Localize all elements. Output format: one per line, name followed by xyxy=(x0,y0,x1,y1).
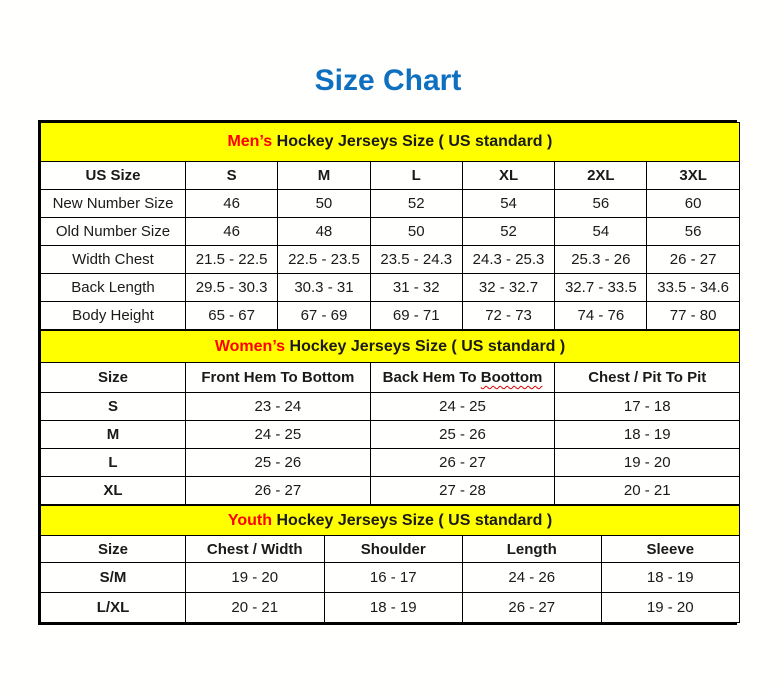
column-header-cell: US Size xyxy=(41,162,186,190)
youth-column-header-row xyxy=(41,536,740,563)
data-cell: 25 - 26 xyxy=(370,421,555,449)
mens-section-header xyxy=(41,123,740,162)
data-cell: 52 xyxy=(370,190,462,218)
data-cell: 20 - 21 xyxy=(186,593,325,623)
womens-size-table xyxy=(40,330,740,505)
data-cell: 54 xyxy=(555,218,647,246)
data-cell: 26 - 27 xyxy=(647,246,739,274)
data-cell: 74 - 76 xyxy=(555,302,647,330)
row-label-cell: S/M xyxy=(41,563,186,593)
womens-section-accent: Women’s xyxy=(214,337,286,355)
data-cell: 16 - 17 xyxy=(324,563,463,593)
column-header-cell: Chest / Pit To Pit xyxy=(555,363,740,393)
row-label-cell: Body Height xyxy=(41,302,186,330)
mens-column-header-row xyxy=(41,162,740,190)
table-row xyxy=(41,421,740,449)
youth-section-header xyxy=(41,506,740,536)
column-header-cell: M xyxy=(278,162,370,190)
data-cell: 18 - 19 xyxy=(601,563,740,593)
column-header-cell: Length xyxy=(463,536,602,563)
data-cell: 54 xyxy=(462,190,554,218)
data-cell: 32.7 - 33.5 xyxy=(555,274,647,302)
youth-section-accent: Youth xyxy=(227,511,273,529)
size-chart-table xyxy=(38,120,737,625)
youth-section-header-row xyxy=(41,506,740,536)
data-cell: 18 - 19 xyxy=(324,593,463,623)
data-cell: 30.3 - 31 xyxy=(278,274,370,302)
table-row xyxy=(41,449,740,477)
data-cell: 26 - 27 xyxy=(186,477,371,505)
data-cell: 19 - 20 xyxy=(601,593,740,623)
womens-section-header-row xyxy=(41,331,740,363)
row-label-cell: M xyxy=(41,421,186,449)
mens-section-header-row xyxy=(41,123,740,162)
data-cell: 56 xyxy=(555,190,647,218)
data-cell: 56 xyxy=(647,218,739,246)
table-row xyxy=(41,393,740,421)
misspelled-header-prefix: Back Hem To xyxy=(382,369,477,386)
column-header-cell-misspelled xyxy=(370,363,555,393)
data-cell: 50 xyxy=(370,218,462,246)
data-cell: 50 xyxy=(278,190,370,218)
data-cell: 67 - 69 xyxy=(278,302,370,330)
data-cell: 23.5 - 24.3 xyxy=(370,246,462,274)
table-row xyxy=(41,246,740,274)
data-cell: 65 - 67 xyxy=(186,302,278,330)
data-cell: 24 - 25 xyxy=(186,421,371,449)
data-cell: 46 xyxy=(186,218,278,246)
table-row xyxy=(41,190,740,218)
data-cell: 24 - 26 xyxy=(463,563,602,593)
row-label-cell: XL xyxy=(41,477,186,505)
data-cell: 77 - 80 xyxy=(647,302,739,330)
column-header-cell: Shoulder xyxy=(324,536,463,563)
data-cell: 27 - 28 xyxy=(370,477,555,505)
table-row xyxy=(41,274,740,302)
data-cell: 32 - 32.7 xyxy=(462,274,554,302)
column-header-cell: S xyxy=(186,162,278,190)
misspelled-word: Boottom xyxy=(480,369,543,386)
womens-column-header-row xyxy=(41,363,740,393)
data-cell: 46 xyxy=(186,190,278,218)
table-row xyxy=(41,218,740,246)
data-cell: 69 - 71 xyxy=(370,302,462,330)
table-row xyxy=(41,302,740,330)
table-row xyxy=(41,477,740,505)
table-row xyxy=(41,593,740,623)
page-title: Size Chart xyxy=(314,64,462,97)
data-cell: 17 - 18 xyxy=(555,393,740,421)
mens-section-heading-text: Hockey Jerseys Size ( US standard ) xyxy=(276,133,553,150)
row-label-cell: New Number Size xyxy=(41,190,186,218)
data-cell: 31 - 32 xyxy=(370,274,462,302)
row-label-cell: L/XL xyxy=(41,593,186,623)
data-cell: 25 - 26 xyxy=(186,449,371,477)
data-cell: 33.5 - 34.6 xyxy=(647,274,739,302)
data-cell: 21.5 - 22.5 xyxy=(186,246,278,274)
row-label-cell: L xyxy=(41,449,186,477)
data-cell: 26 - 27 xyxy=(463,593,602,623)
mens-section-accent: Men’s xyxy=(227,133,273,150)
data-cell: 52 xyxy=(462,218,554,246)
data-cell: 23 - 24 xyxy=(186,393,371,421)
youth-size-table xyxy=(40,505,740,623)
column-header-cell: Sleeve xyxy=(601,536,740,563)
column-header-cell: 3XL xyxy=(647,162,739,190)
data-cell: 25.3 - 26 xyxy=(555,246,647,274)
data-cell: 22.5 - 23.5 xyxy=(278,246,370,274)
row-label-cell: S xyxy=(41,393,186,421)
column-header-cell: Chest / Width xyxy=(186,536,325,563)
youth-section-heading-text: Hockey Jerseys Size ( US standard ) xyxy=(276,511,553,529)
data-cell: 19 - 20 xyxy=(555,449,740,477)
womens-section-heading-text: Hockey Jerseys Size ( US standard ) xyxy=(289,337,566,355)
data-cell: 20 - 21 xyxy=(555,477,740,505)
column-header-cell: XL xyxy=(462,162,554,190)
data-cell: 24 - 25 xyxy=(370,393,555,421)
table-row xyxy=(41,563,740,593)
data-cell: 29.5 - 30.3 xyxy=(186,274,278,302)
column-header-cell: Front Hem To Bottom xyxy=(186,363,371,393)
data-cell: 19 - 20 xyxy=(186,563,325,593)
data-cell: 60 xyxy=(647,190,739,218)
row-label-cell: Old Number Size xyxy=(41,218,186,246)
row-label-cell: Width Chest xyxy=(41,246,186,274)
column-header-cell: Size xyxy=(41,363,186,393)
data-cell: 24.3 - 25.3 xyxy=(462,246,554,274)
data-cell: 26 - 27 xyxy=(370,449,555,477)
data-cell: 72 - 73 xyxy=(462,302,554,330)
column-header-cell: Size xyxy=(41,536,186,563)
womens-section-header xyxy=(41,331,740,363)
data-cell: 18 - 19 xyxy=(555,421,740,449)
data-cell: 48 xyxy=(278,218,370,246)
column-header-cell: 2XL xyxy=(555,162,647,190)
mens-size-table xyxy=(40,122,740,330)
column-header-cell: L xyxy=(370,162,462,190)
row-label-cell: Back Length xyxy=(41,274,186,302)
